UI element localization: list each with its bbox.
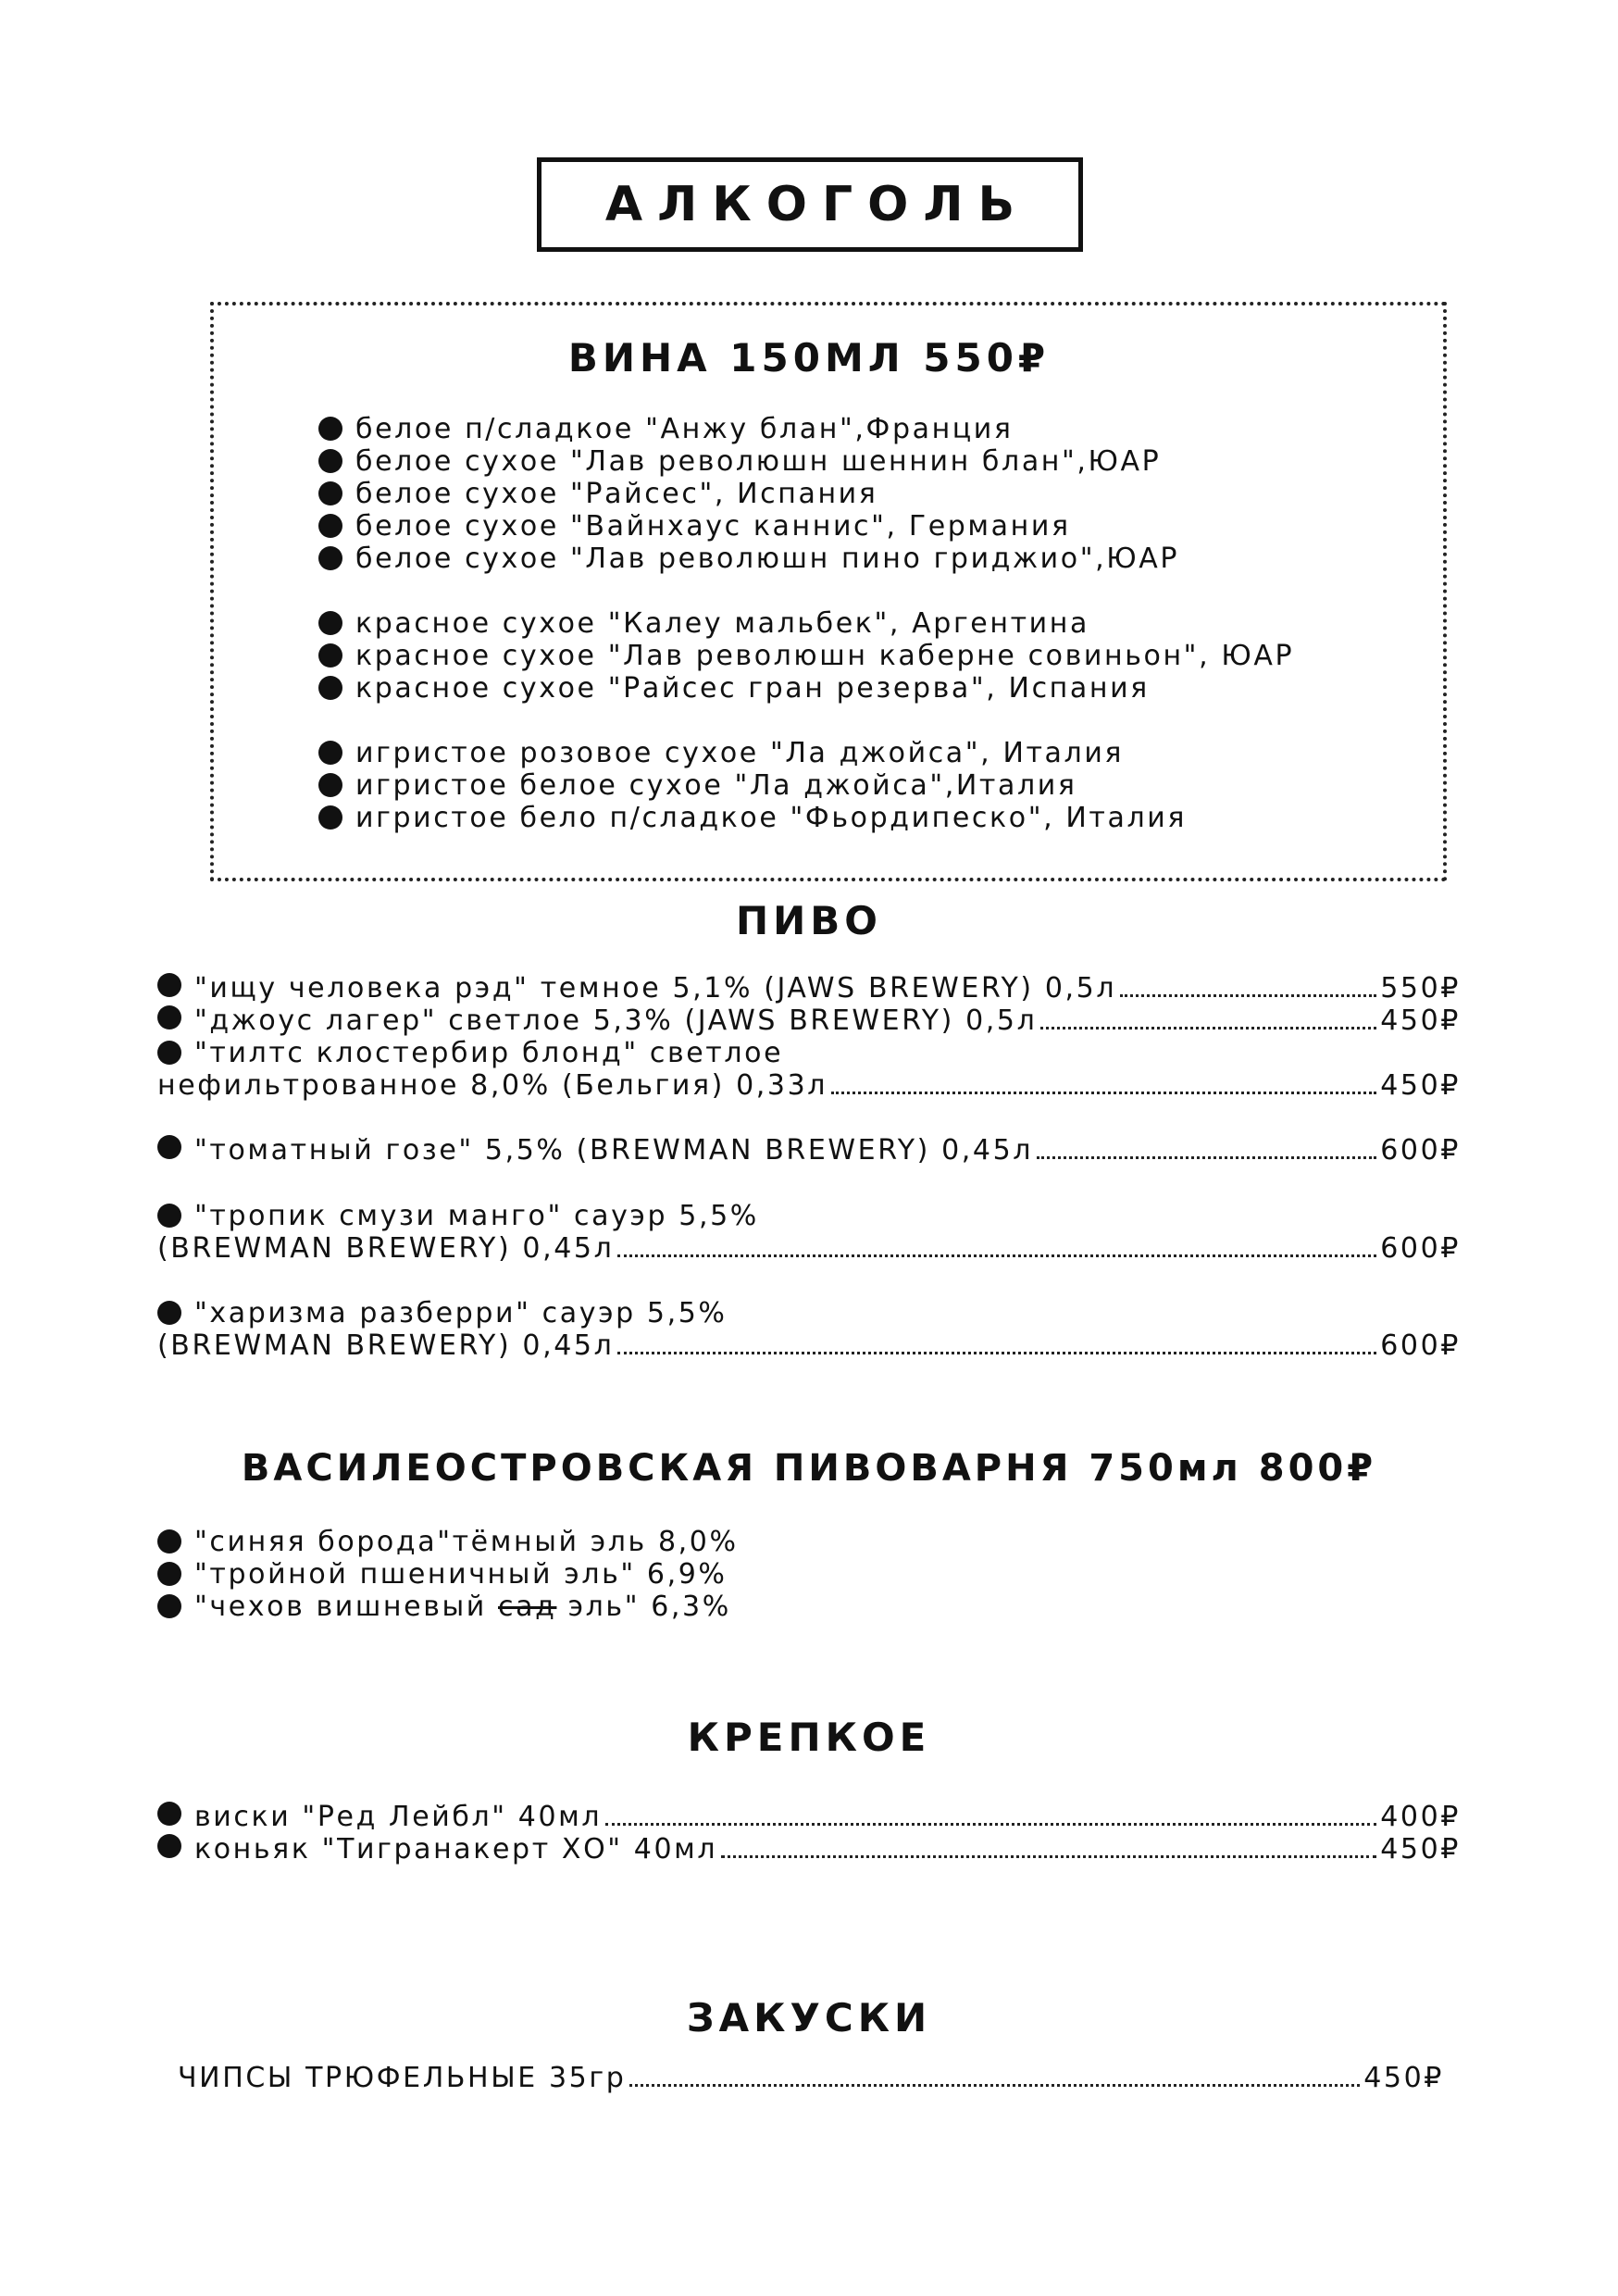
snacks-heading: ЗАКУСКИ (686, 1995, 932, 2040)
bullet-icon (318, 643, 342, 668)
strong-item: коньяк "Тигранакерт ХО" 40мл 450₽ (157, 1833, 1461, 1866)
beer-heading: ПИВО (735, 898, 883, 943)
strong-item: виски "Ред Лейбл" 40мл 400₽ (157, 1801, 1461, 1833)
wine-item: белое п/сладкое "Анжу блан",Франция (318, 413, 1014, 445)
bullet-icon (318, 514, 342, 538)
wine-item: белое сухое "Лав революшн шеннин блан",ЮАР (318, 445, 1161, 478)
bullet-icon (318, 481, 342, 505)
beer-item: "томатный гозе" 5,5% (BREWMAN BREWERY) 0,45л 600₽ (157, 1134, 1461, 1167)
bullet-icon (157, 1594, 181, 1618)
beer-item-line1: "тилтс клостербир блонд" светлое (157, 1037, 783, 1069)
bullet-icon (318, 676, 342, 700)
snack-item: ЧИПСЫ ТРЮФЕЛЬНЫЕ 35гр 450₽ (178, 2062, 1444, 2094)
beer-item-line1: "тропик смузи манго" сауэр 5,5% (157, 1200, 759, 1232)
bullet-icon (318, 417, 342, 441)
bullet-icon (157, 1301, 181, 1325)
wine-item: игристое белое сухое "Ла джойса",Италия (318, 769, 1077, 802)
bullet-icon (157, 1135, 181, 1159)
beer-item: "джоус лагер" светлое 5,3% (JAWS BREWERY) 0,5л 450₽ (157, 1004, 1461, 1037)
bullet-icon (157, 973, 181, 997)
vasileostrovskaya-item: "синяя борода"тёмный эль 8,0% (157, 1526, 739, 1558)
bullet-icon (157, 1005, 181, 1029)
strong-heading: КРЕПКОЕ (687, 1715, 931, 1760)
bullet-icon (318, 546, 342, 570)
page-title: АЛКОГОЛЬ (537, 157, 1083, 252)
wine-item: игристое бело п/сладкое "Фьордипеско", Италия (318, 802, 1187, 834)
bullet-icon (157, 1529, 181, 1554)
bullet-icon (157, 1802, 181, 1826)
beer-item-line2: нефильтрованное 8,0% (Бельгия) 0,33л 450₽ (157, 1069, 1461, 1102)
vasileostrovskaya-heading: ВАСИЛЕОСТРОВСКАЯ ПИВОВАРНЯ 750мл 800₽ (241, 1447, 1377, 1490)
wine-item: белое сухое "Райсес", Испания (318, 478, 877, 510)
wine-item: красное сухое "Калеу мальбек", Аргентина (318, 607, 1089, 640)
beer-item-line2: (BREWMAN BREWERY) 0,45л 600₽ (157, 1329, 1461, 1362)
bullet-icon (157, 1562, 181, 1586)
wine-item: белое сухое "Вайнхаус каннис", Германия (318, 510, 1071, 543)
beer-item-line2: (BREWMAN BREWERY) 0,45л 600₽ (157, 1232, 1461, 1265)
bullet-icon (318, 741, 342, 765)
beer-item: "ищу человека рэд" темное 5,1% (JAWS BREWERY) 0,5л 550₽ (157, 972, 1461, 1004)
bullet-icon (157, 1834, 181, 1858)
beer-item-line1: "харизма разберри" сауэр 5,5% (157, 1297, 728, 1329)
bullet-icon (318, 773, 342, 797)
wine-item: красное сухое "Райсес гран резерва", Испания (318, 672, 1150, 705)
vasileostrovskaya-item: "тройной пшеничный эль" 6,9% (157, 1558, 728, 1591)
vasileostrovskaya-item: "чехов вишневый сад эль" 6,3% (157, 1591, 731, 1623)
wine-item: красное сухое "Лав революшн каберне совиньон", ЮАР (318, 640, 1294, 672)
bullet-icon (157, 1041, 181, 1065)
bullet-icon (157, 1204, 181, 1228)
bullet-icon (318, 805, 342, 830)
bullet-icon (318, 449, 342, 473)
wine-item: игристое розовое сухое "Ла джойса", Италия (318, 737, 1124, 769)
wine-item: белое сухое "Лав революшн пино гриджио",ЮАР (318, 543, 1179, 575)
bullet-icon (318, 611, 342, 635)
wine-heading: ВИНА 150МЛ 550₽ (567, 335, 1051, 381)
